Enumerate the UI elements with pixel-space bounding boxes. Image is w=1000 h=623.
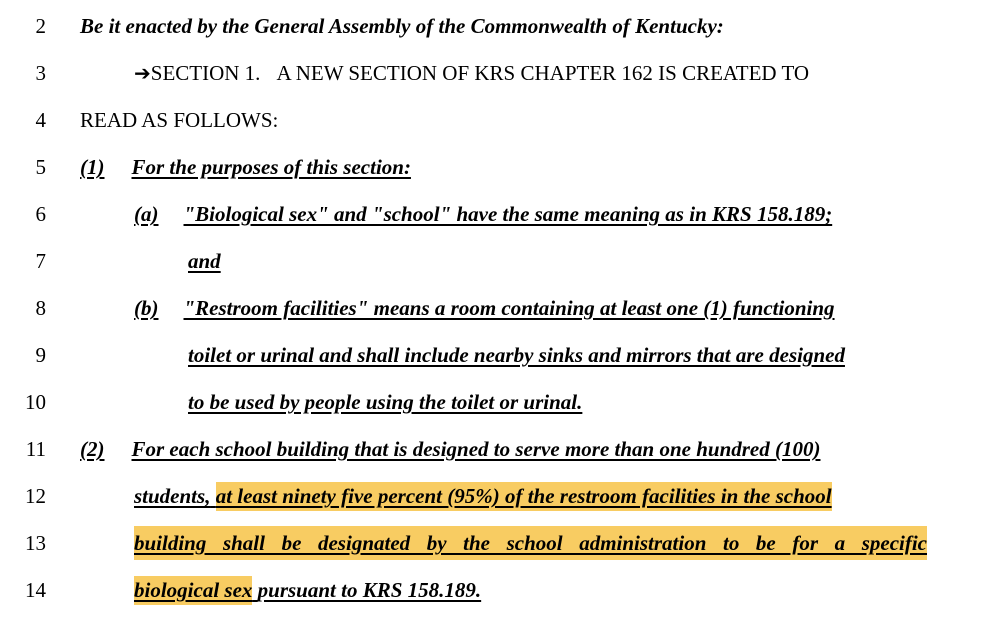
paragraph-text: "Biological sex" and "school" have the same meaning as in KRS 158.189;: [183, 202, 833, 226]
paragraph-text: "Restroom facilities" means a room containing at least one (1) functioning: [183, 296, 835, 320]
paragraph-text: to be used by people using the toilet or urinal.: [188, 390, 583, 414]
line-number: 13: [25, 531, 46, 555]
bill-line: [0, 197, 1000, 231]
subsection-text: For each school building that is designed to serve more than one hundred (100): [131, 437, 821, 461]
bill-line: [0, 244, 1000, 278]
paragraph-label: (a): [134, 202, 159, 226]
section-title-continued: READ AS FOLLOWS:: [80, 108, 279, 132]
bill-line: [0, 56, 1000, 90]
paragraph-text: toilet or urinal and shall include nearby sinks and mirrors that are designed: [188, 343, 845, 367]
highlighted-text: building shall be designated by the school administration to be for a specific: [134, 526, 927, 560]
highlighted-text: biological sex: [134, 576, 252, 605]
bill-line: [0, 338, 1000, 372]
section-number: SECTION 1.: [150, 61, 261, 85]
arrow-right-icon: ➔: [134, 61, 151, 85]
section-title: A NEW SECTION OF KRS CHAPTER 162 IS CREATED TO: [276, 61, 810, 85]
bill-line: [0, 526, 1000, 560]
line-number: 14: [25, 578, 46, 602]
paragraph-label: (b): [134, 296, 159, 320]
subsection-label: (2): [80, 437, 105, 461]
enacting-clause: Be it enacted by the General Assembly of the Commonwealth of Kentucky:: [80, 14, 724, 38]
section-heading: [134, 56, 809, 90]
paragraph-text: and: [188, 249, 221, 273]
line-number: 9: [35, 343, 46, 367]
bill-line: [0, 291, 1000, 325]
line-number: 2: [35, 14, 46, 38]
line-number: 5: [35, 155, 46, 179]
bill-line: [0, 9, 1000, 43]
line-number: 11: [25, 437, 46, 461]
bill-line: [0, 150, 1000, 184]
line-number: 10: [25, 390, 46, 414]
paragraph-a: [134, 197, 832, 231]
highlighted-text: at least ninety five percent (95%) of the restroom facilities in the school: [216, 482, 832, 511]
bill-line: [0, 573, 1000, 607]
plain-text: students,: [134, 484, 211, 508]
bill-line: [0, 103, 1000, 137]
bill-line: [0, 479, 1000, 513]
plain-text: pursuant to KRS 158.189.: [257, 578, 482, 602]
subsection-text: [134, 479, 832, 513]
subsection-label: (1): [80, 155, 105, 179]
subsection-text: For the purposes of this section:: [131, 155, 411, 179]
subsection-2: [80, 432, 820, 466]
bill-line: [0, 432, 1000, 466]
line-number: 3: [35, 61, 46, 85]
subsection-text: [134, 573, 481, 607]
line-number: 8: [35, 296, 46, 320]
line-number: 6: [35, 202, 46, 226]
paragraph-b: [134, 291, 835, 325]
line-number: 7: [35, 249, 46, 273]
bill-line: [0, 385, 1000, 419]
line-number: 4: [35, 108, 46, 132]
line-number: 12: [25, 484, 46, 508]
subsection-1: [80, 150, 411, 184]
